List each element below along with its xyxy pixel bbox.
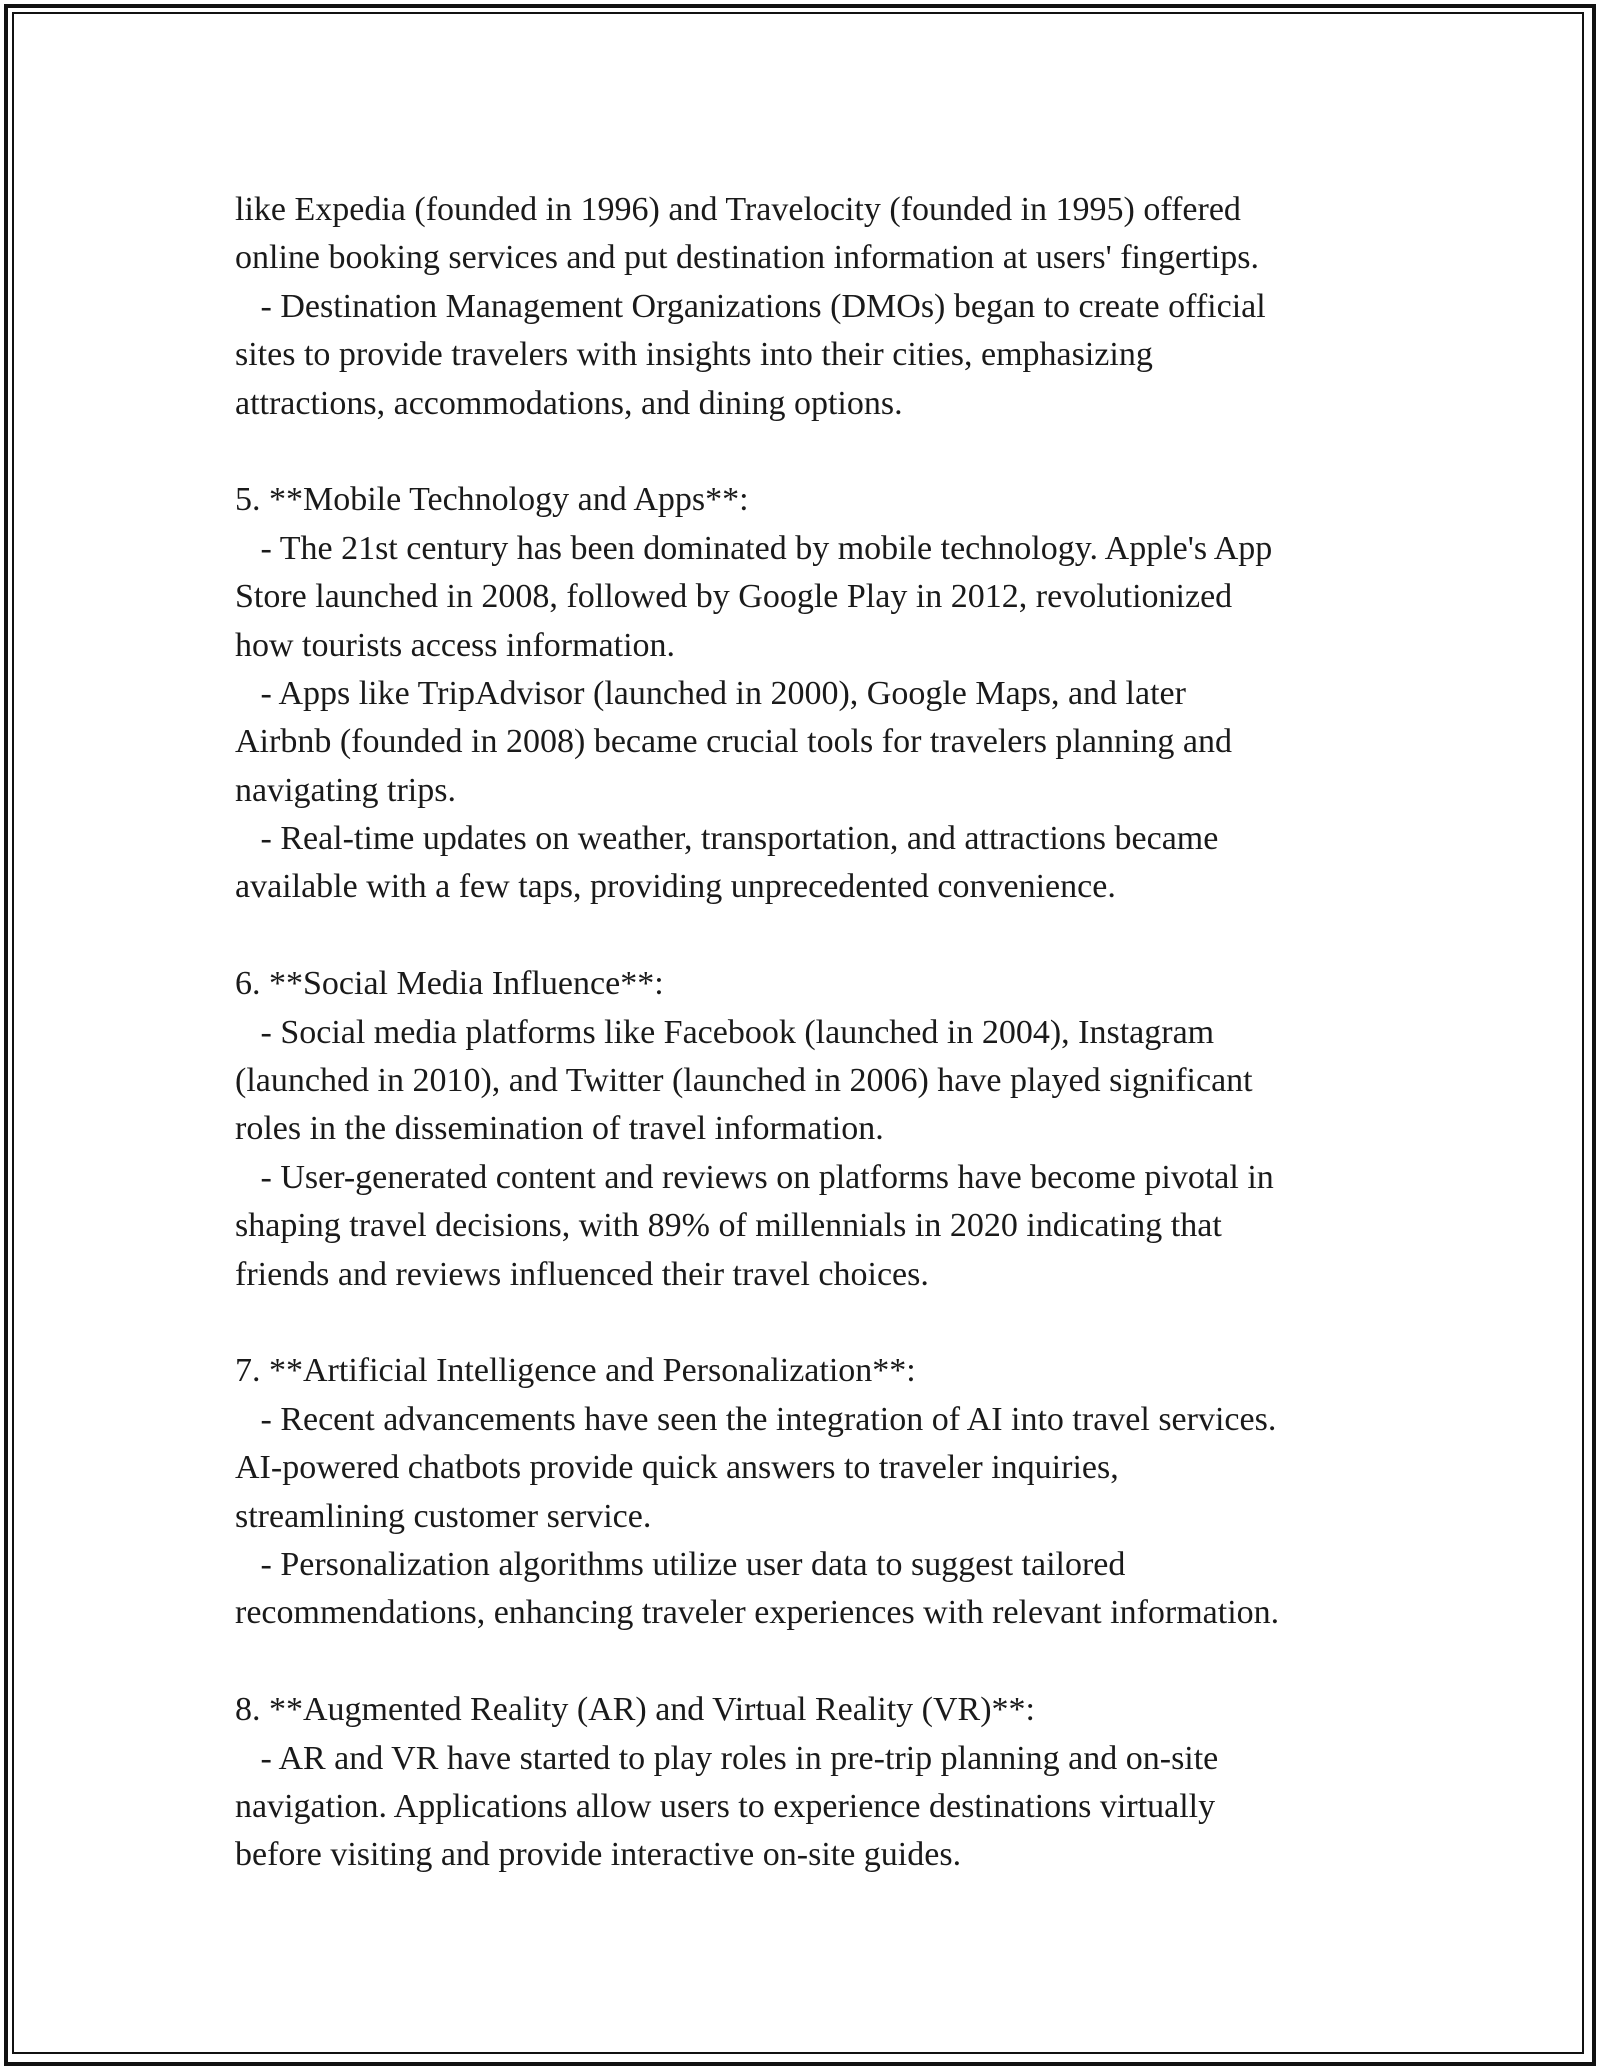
bullet-line: - Personalization algorithms utilize user data to suggest tailored — [235, 1545, 1126, 1583]
text-line: available with a few taps, providing unprecedented convenience. — [235, 868, 1116, 906]
bullet-line: - Social media platforms like Facebook (launched in 2004), Instagram — [235, 1013, 1215, 1051]
paragraph-gap — [235, 1299, 1385, 1347]
text-line: friends and reviews influenced their travel choices. — [235, 1255, 929, 1293]
bullet-line: - The 21st century has been dominated by mobile technology. Apple's App — [235, 529, 1273, 567]
bullet-line: - User-generated content and reviews on platforms have become pivotal in — [235, 1158, 1274, 1196]
text-line: before visiting and provide interactive on-site guides. — [235, 1836, 962, 1874]
text-line: navigating trips. — [235, 771, 456, 809]
text-line: online booking services and put destination information at users' fingertips. — [235, 239, 1260, 277]
text-line: Store launched in 2008, followed by Google Play in 2012, revolutionized — [235, 578, 1233, 616]
section-heading: 6. **Social Media Influence**: — [235, 965, 664, 1003]
section-heading: 7. **Artificial Intelligence and Personalization**: — [235, 1352, 916, 1390]
bullet-line: - AR and VR have started to play roles in pre-trip planning and on-site — [235, 1739, 1219, 1777]
text-line: Airbnb (founded in 2008) became crucial tools for travelers planning and — [235, 723, 1233, 761]
text-line: streamlining customer service. — [235, 1497, 652, 1535]
bullet-line: - Destination Management Organizations (DMOs) began to create official — [235, 287, 1266, 325]
text-line: (launched in 2010), and Twitter (launched in 2006) have played significant — [235, 1062, 1253, 1100]
bullet-line: - Real-time updates on weather, transportation, and attractions became — [235, 820, 1219, 858]
text-line: AI-powered chatbots provide quick answers to traveler inquiries, — [235, 1449, 1119, 1487]
bullet-line: - Recent advancements have seen the integration of AI into travel services. — [235, 1400, 1277, 1438]
document-body — [235, 186, 1385, 1880]
text-line: recommendations, enhancing traveler experiences with relevant information. — [235, 1594, 1280, 1632]
text-line: shaping travel decisions, with 89% of millennials in 2020 indicating that — [235, 1207, 1222, 1245]
text-line: like Expedia (founded in 1996) and Travelocity (founded in 1995) offered — [235, 191, 1241, 228]
paragraph-gap — [235, 912, 1385, 960]
section-heading: 8. **Augmented Reality (AR) and Virtual Reality (VR)**: — [235, 1691, 1035, 1729]
paragraph-gap — [235, 1638, 1385, 1686]
bullet-line: - Apps like TripAdvisor (launched in 2000), Google Maps, and later — [235, 674, 1186, 712]
section-heading: 5. **Mobile Technology and Apps**: — [235, 481, 749, 519]
paragraph-gap — [235, 428, 1385, 476]
text-line: roles in the dissemination of travel information. — [235, 1110, 884, 1148]
text-line: navigation. Applications allow users to experience destinations virtually — [235, 1787, 1216, 1825]
text-line: sites to provide travelers with insights into their cities, emphasizing — [235, 336, 1153, 374]
text-line: attractions, accommodations, and dining options. — [235, 384, 903, 422]
text-line: how tourists access information. — [235, 626, 676, 664]
